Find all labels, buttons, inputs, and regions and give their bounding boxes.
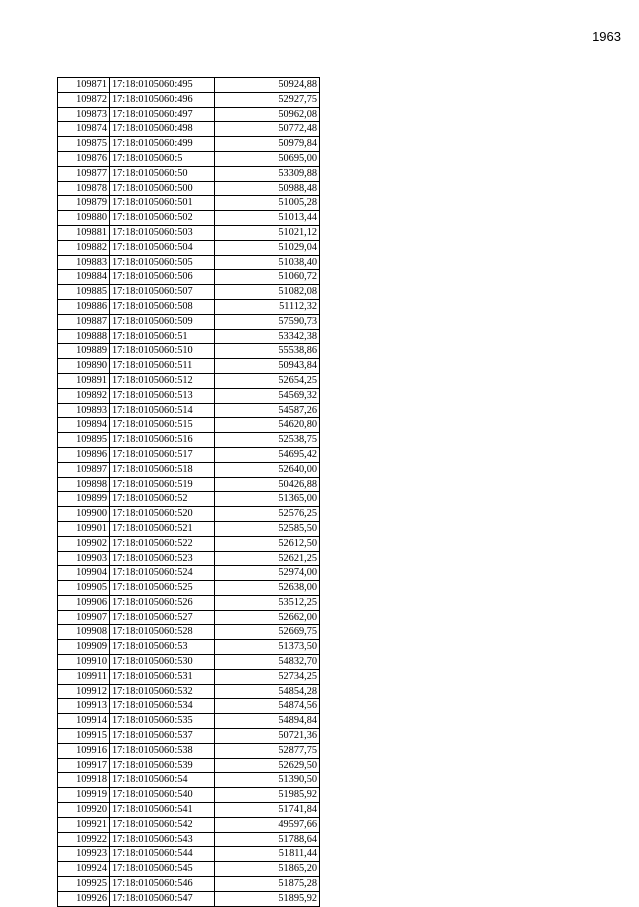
- cadastral-value-cell: 52638,00: [215, 581, 320, 596]
- cadastral-number-cell: 17:18:0105060:547: [110, 891, 215, 906]
- cadastral-value-cell: 51741,84: [215, 803, 320, 818]
- cadastral-number-cell: 17:18:0105060:521: [110, 521, 215, 536]
- table-row: [58, 225, 320, 240]
- row-number-cell: 109878: [58, 181, 110, 196]
- cadastral-number-cell: 17:18:0105060:508: [110, 299, 215, 314]
- cadastral-value-cell: 51985,92: [215, 788, 320, 803]
- row-number-cell: 109925: [58, 877, 110, 892]
- cadastral-value-cell: 52669,75: [215, 625, 320, 640]
- cadastral-value-cell: 57590,73: [215, 314, 320, 329]
- cadastral-number-cell: 17:18:0105060:528: [110, 625, 215, 640]
- table-row: [58, 729, 320, 744]
- cadastral-value-cell: 51811,44: [215, 847, 320, 862]
- cadastral-number-cell: 17:18:0105060:498: [110, 122, 215, 137]
- row-number-cell: 109916: [58, 743, 110, 758]
- table-row: [58, 669, 320, 684]
- cadastral-value-cell: 50721,36: [215, 729, 320, 744]
- cadastral-value-cell: 52654,25: [215, 373, 320, 388]
- cadastral-number-cell: 17:18:0105060:530: [110, 655, 215, 670]
- table-row: [58, 758, 320, 773]
- cadastral-value-cell: 51029,04: [215, 240, 320, 255]
- row-number-cell: 109903: [58, 551, 110, 566]
- cadastral-number-cell: 17:18:0105060:539: [110, 758, 215, 773]
- cadastral-number-cell: 17:18:0105060:496: [110, 92, 215, 107]
- cadastral-number-cell: 17:18:0105060:537: [110, 729, 215, 744]
- cadastral-number-cell: 17:18:0105060:531: [110, 669, 215, 684]
- cadastral-value-cell: 51373,50: [215, 640, 320, 655]
- table-row: [58, 773, 320, 788]
- table-row: [58, 521, 320, 536]
- row-number-cell: 109876: [58, 151, 110, 166]
- cadastral-value-cell: 51895,92: [215, 891, 320, 906]
- row-number-cell: 109900: [58, 507, 110, 522]
- row-number-cell: 109872: [58, 92, 110, 107]
- table-row: [58, 78, 320, 93]
- cadastral-value-cell: 54587,26: [215, 403, 320, 418]
- cadastral-value-cell: 53309,88: [215, 166, 320, 181]
- row-number-cell: 109919: [58, 788, 110, 803]
- table-row: [58, 359, 320, 374]
- cadastral-number-cell: 17:18:0105060:50: [110, 166, 215, 181]
- cadastral-number-cell: 17:18:0105060:52: [110, 492, 215, 507]
- cadastral-number-cell: 17:18:0105060:538: [110, 743, 215, 758]
- table-row: [58, 492, 320, 507]
- cadastral-value-cell: 52538,75: [215, 433, 320, 448]
- cadastral-value-cell: 52734,25: [215, 669, 320, 684]
- cadastral-number-cell: 17:18:0105060:515: [110, 418, 215, 433]
- row-number-cell: 109913: [58, 699, 110, 714]
- row-number-cell: 109884: [58, 270, 110, 285]
- cadastral-number-cell: 17:18:0105060:5: [110, 151, 215, 166]
- table-row: [58, 344, 320, 359]
- table-row: [58, 373, 320, 388]
- cadastral-number-cell: 17:18:0105060:495: [110, 78, 215, 93]
- row-number-cell: 109874: [58, 122, 110, 137]
- row-number-cell: 109883: [58, 255, 110, 270]
- cadastral-value-cell: 51875,28: [215, 877, 320, 892]
- table-row: [58, 625, 320, 640]
- row-number-cell: 109926: [58, 891, 110, 906]
- cadastral-value-cell: 51013,44: [215, 211, 320, 226]
- cadastral-value-cell: 53342,38: [215, 329, 320, 344]
- table-row: [58, 610, 320, 625]
- cadastral-value-cell: 52612,50: [215, 536, 320, 551]
- cadastral-number-cell: 17:18:0105060:509: [110, 314, 215, 329]
- cadastral-number-cell: 17:18:0105060:516: [110, 433, 215, 448]
- cadastral-value-cell: 51005,28: [215, 196, 320, 211]
- cadastral-number-cell: 17:18:0105060:504: [110, 240, 215, 255]
- row-number-cell: 109915: [58, 729, 110, 744]
- table-row: [58, 285, 320, 300]
- table-row: [58, 329, 320, 344]
- table-row: [58, 595, 320, 610]
- cadastral-number-cell: 17:18:0105060:503: [110, 225, 215, 240]
- cadastral-value-cell: 52877,75: [215, 743, 320, 758]
- table-row: [58, 847, 320, 862]
- cadastral-value-cell: 52640,00: [215, 462, 320, 477]
- cadastral-value-cell: 51390,50: [215, 773, 320, 788]
- cadastral-value-cell: 50962,08: [215, 107, 320, 122]
- table-row: [58, 566, 320, 581]
- table-row: [58, 107, 320, 122]
- row-number-cell: 109918: [58, 773, 110, 788]
- row-number-cell: 109898: [58, 477, 110, 492]
- cadastral-value-cell: 52629,50: [215, 758, 320, 773]
- cadastral-number-cell: 17:18:0105060:527: [110, 610, 215, 625]
- row-number-cell: 109909: [58, 640, 110, 655]
- cadastral-number-cell: 17:18:0105060:500: [110, 181, 215, 196]
- row-number-cell: 109885: [58, 285, 110, 300]
- cadastral-number-cell: 17:18:0105060:520: [110, 507, 215, 522]
- row-number-cell: 109880: [58, 211, 110, 226]
- row-number-cell: 109912: [58, 684, 110, 699]
- row-number-cell: 109888: [58, 329, 110, 344]
- table-row: [58, 92, 320, 107]
- cadastral-value-cell: 54894,84: [215, 714, 320, 729]
- cadastral-number-cell: 17:18:0105060:513: [110, 388, 215, 403]
- table-row: [58, 640, 320, 655]
- cadastral-number-cell: 17:18:0105060:505: [110, 255, 215, 270]
- table-row: [58, 788, 320, 803]
- cadastral-number-cell: 17:18:0105060:523: [110, 551, 215, 566]
- row-number-cell: 109886: [58, 299, 110, 314]
- cadastral-value-cell: 52927,75: [215, 92, 320, 107]
- table-row: [58, 314, 320, 329]
- table-row: [58, 581, 320, 596]
- table-row: [58, 477, 320, 492]
- cadastral-number-cell: 17:18:0105060:53: [110, 640, 215, 655]
- cadastral-number-cell: 17:18:0105060:518: [110, 462, 215, 477]
- cadastral-value-cell: 52621,25: [215, 551, 320, 566]
- cadastral-value-cell: 51365,00: [215, 492, 320, 507]
- table-row: [58, 166, 320, 181]
- cadastral-value-cell: 52662,00: [215, 610, 320, 625]
- table-row: [58, 137, 320, 152]
- row-number-cell: 109907: [58, 610, 110, 625]
- cadastral-number-cell: 17:18:0105060:526: [110, 595, 215, 610]
- row-number-cell: 109871: [58, 78, 110, 93]
- cadastral-number-cell: 17:18:0105060:51: [110, 329, 215, 344]
- row-number-cell: 109917: [58, 758, 110, 773]
- cadastral-value-cell: 52576,25: [215, 507, 320, 522]
- cadastral-number-cell: 17:18:0105060:541: [110, 803, 215, 818]
- row-number-cell: 109895: [58, 433, 110, 448]
- cadastral-number-cell: 17:18:0105060:497: [110, 107, 215, 122]
- cadastral-number-cell: 17:18:0105060:545: [110, 862, 215, 877]
- cadastral-number-cell: 17:18:0105060:519: [110, 477, 215, 492]
- cadastral-value-cell: 51865,20: [215, 862, 320, 877]
- row-number-cell: 109908: [58, 625, 110, 640]
- cadastral-value-cell: 52974,00: [215, 566, 320, 581]
- cadastral-number-cell: 17:18:0105060:511: [110, 359, 215, 374]
- row-number-cell: 109875: [58, 137, 110, 152]
- table-row: [58, 891, 320, 906]
- row-number-cell: 109904: [58, 566, 110, 581]
- table-row: [58, 388, 320, 403]
- cadastral-value-cell: 50695,00: [215, 151, 320, 166]
- row-number-cell: 109922: [58, 832, 110, 847]
- row-number-cell: 109891: [58, 373, 110, 388]
- cadastral-number-cell: 17:18:0105060:517: [110, 447, 215, 462]
- table-row: [58, 122, 320, 137]
- cadastral-number-cell: 17:18:0105060:506: [110, 270, 215, 285]
- cadastral-number-cell: 17:18:0105060:525: [110, 581, 215, 596]
- cadastral-value-cell: 54832,70: [215, 655, 320, 670]
- table-row: [58, 655, 320, 670]
- table-row: [58, 699, 320, 714]
- table-row: [58, 196, 320, 211]
- row-number-cell: 109889: [58, 344, 110, 359]
- table-row: [58, 536, 320, 551]
- cadastral-value-cell: 54620,80: [215, 418, 320, 433]
- cadastral-number-cell: 17:18:0105060:512: [110, 373, 215, 388]
- row-number-cell: 109890: [58, 359, 110, 374]
- cadastral-value-table: [57, 77, 320, 907]
- cadastral-number-cell: 17:18:0105060:532: [110, 684, 215, 699]
- row-number-cell: 109920: [58, 803, 110, 818]
- table-row: [58, 433, 320, 448]
- cadastral-value-cell: 50988,48: [215, 181, 320, 196]
- row-number-cell: 109893: [58, 403, 110, 418]
- row-number-cell: 109892: [58, 388, 110, 403]
- table-row: [58, 803, 320, 818]
- cadastral-value-cell: 50772,48: [215, 122, 320, 137]
- cadastral-value-cell: 52585,50: [215, 521, 320, 536]
- cadastral-value-cell: 53512,25: [215, 595, 320, 610]
- cadastral-number-cell: 17:18:0105060:501: [110, 196, 215, 211]
- row-number-cell: 109906: [58, 595, 110, 610]
- table-row: [58, 255, 320, 270]
- table-row: [58, 151, 320, 166]
- cadastral-value-cell: 50426,88: [215, 477, 320, 492]
- cadastral-value-cell: 51082,08: [215, 285, 320, 300]
- cadastral-value-cell: 49597,66: [215, 817, 320, 832]
- row-number-cell: 109901: [58, 521, 110, 536]
- row-number-cell: 109902: [58, 536, 110, 551]
- cadastral-value-cell: 51112,32: [215, 299, 320, 314]
- cadastral-number-cell: 17:18:0105060:535: [110, 714, 215, 729]
- table-row: [58, 181, 320, 196]
- row-number-cell: 109881: [58, 225, 110, 240]
- row-number-cell: 109879: [58, 196, 110, 211]
- cadastral-value-cell: 50943,84: [215, 359, 320, 374]
- table-row: [58, 270, 320, 285]
- cadastral-value-cell: 51788,64: [215, 832, 320, 847]
- cadastral-number-cell: 17:18:0105060:54: [110, 773, 215, 788]
- row-number-cell: 109911: [58, 669, 110, 684]
- table-row: [58, 299, 320, 314]
- page-number: 1963: [592, 29, 621, 44]
- cadastral-value-cell: 51060,72: [215, 270, 320, 285]
- cadastral-number-cell: 17:18:0105060:544: [110, 847, 215, 862]
- cadastral-value-cell: 51038,40: [215, 255, 320, 270]
- cadastral-number-cell: 17:18:0105060:514: [110, 403, 215, 418]
- table-row: [58, 832, 320, 847]
- row-number-cell: 109897: [58, 462, 110, 477]
- row-number-cell: 109914: [58, 714, 110, 729]
- table-body: [58, 78, 320, 907]
- table-row: [58, 507, 320, 522]
- cadastral-number-cell: 17:18:0105060:507: [110, 285, 215, 300]
- row-number-cell: 109923: [58, 847, 110, 862]
- row-number-cell: 109896: [58, 447, 110, 462]
- row-number-cell: 109873: [58, 107, 110, 122]
- cadastral-number-cell: 17:18:0105060:543: [110, 832, 215, 847]
- cadastral-value-cell: 50979,84: [215, 137, 320, 152]
- table-row: [58, 403, 320, 418]
- table-row: [58, 684, 320, 699]
- table-row: [58, 240, 320, 255]
- row-number-cell: 109910: [58, 655, 110, 670]
- row-number-cell: 109882: [58, 240, 110, 255]
- table-row: [58, 211, 320, 226]
- row-number-cell: 109887: [58, 314, 110, 329]
- table-row: [58, 418, 320, 433]
- cadastral-value-cell: 54695,42: [215, 447, 320, 462]
- row-number-cell: 109924: [58, 862, 110, 877]
- table-row: [58, 877, 320, 892]
- cadastral-value-cell: 54569,32: [215, 388, 320, 403]
- cadastral-value-cell: 54854,28: [215, 684, 320, 699]
- row-number-cell: 109877: [58, 166, 110, 181]
- table-row: [58, 462, 320, 477]
- table-row: [58, 817, 320, 832]
- cadastral-value-cell: 51021,12: [215, 225, 320, 240]
- row-number-cell: 109894: [58, 418, 110, 433]
- cadastral-number-cell: 17:18:0105060:534: [110, 699, 215, 714]
- table-row: [58, 743, 320, 758]
- cadastral-value-cell: 54874,56: [215, 699, 320, 714]
- row-number-cell: 109921: [58, 817, 110, 832]
- row-number-cell: 109899: [58, 492, 110, 507]
- cadastral-number-cell: 17:18:0105060:510: [110, 344, 215, 359]
- cadastral-number-cell: 17:18:0105060:542: [110, 817, 215, 832]
- table-row: [58, 714, 320, 729]
- cadastral-number-cell: 17:18:0105060:522: [110, 536, 215, 551]
- cadastral-number-cell: 17:18:0105060:524: [110, 566, 215, 581]
- cadastral-value-cell: 50924,88: [215, 78, 320, 93]
- table-row: [58, 447, 320, 462]
- row-number-cell: 109905: [58, 581, 110, 596]
- cadastral-number-cell: 17:18:0105060:502: [110, 211, 215, 226]
- cadastral-number-cell: 17:18:0105060:546: [110, 877, 215, 892]
- cadastral-value-cell: 55538,86: [215, 344, 320, 359]
- cadastral-number-cell: 17:18:0105060:540: [110, 788, 215, 803]
- cadastral-number-cell: 17:18:0105060:499: [110, 137, 215, 152]
- table-row: [58, 862, 320, 877]
- table-row: [58, 551, 320, 566]
